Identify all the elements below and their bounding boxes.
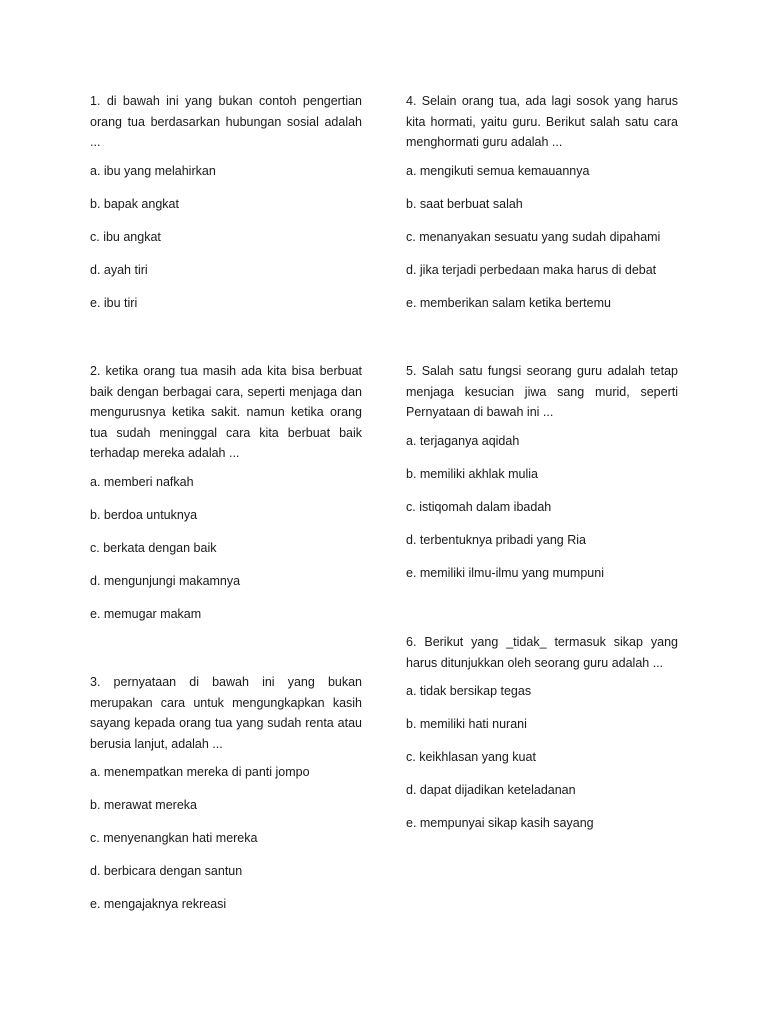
question-3	[90, 672, 362, 929]
option-e: e. memberikan salam ketika bertemu	[406, 295, 611, 310]
option-c: c. berkata dengan baik	[90, 540, 217, 555]
question-1	[90, 91, 362, 328]
option-b: b. bapak angkat	[90, 196, 179, 211]
option-a: a. ibu yang melahirkan	[90, 163, 216, 178]
question-text: 5. Salah satu fungsi seorang guru adalah tetap menjaga kesucian jiwa sang murid, seperti Pernyataan di bawah ini ...	[406, 364, 678, 419]
option-e: e. memiliki ilmu-ilmu yang mumpuni	[406, 565, 604, 580]
option-b: b. merawat mereka	[90, 798, 197, 812]
option-a: a. mengikuti semua kemauannya	[406, 163, 590, 178]
option-e: e. mengajaknya rekreasi	[90, 897, 227, 911]
question-2	[90, 361, 362, 639]
option-b: b. saat berbuat salah	[406, 196, 523, 211]
option-a: a. tidak bersikap tegas	[406, 684, 532, 698]
question-text: 3. pernyataan di bawah ini yang bukan merupakan cara untuk mengungkapkan kasih sayang kepada orang tua yang sudah renta atau berusia lanjut, adalah ...	[90, 675, 362, 751]
option-c: c. ibu angkat	[90, 229, 161, 244]
option-a: a. terjaganya aqidah	[406, 433, 520, 448]
option-b: b. memiliki hati nurani	[406, 717, 527, 731]
question-text: 1. di bawah ini yang bukan contoh pengertian orang tua berdasarkan hubungan sosial adalah ...	[90, 94, 362, 149]
option-d: d. dapat dijadikan keteladanan	[406, 783, 576, 797]
option-c: c. istiqomah dalam ibadah	[406, 499, 552, 514]
option-a: a. menempatkan mereka di panti jompo	[90, 765, 310, 779]
question-6	[406, 632, 678, 848]
option-d: d. jika terjadi perbedaan maka harus di debat	[406, 262, 657, 277]
option-c: c. menanyakan sesuatu yang sudah dipahami	[406, 229, 661, 244]
option-d: d. ayah tiri	[90, 262, 148, 277]
option-b: b. berdoa untuknya	[90, 507, 198, 522]
question-text: 6. Berikut yang _tidak_ termasuk sikap yang harus ditunjukkan oleh seorang guru adalah ...	[406, 635, 678, 670]
option-d: d. mengunjungi makamnya	[90, 573, 241, 588]
option-d: d. terbentuknya pribadi yang Ria	[406, 532, 586, 547]
option-b: b. memiliki akhlak mulia	[406, 466, 538, 481]
question-4	[406, 91, 678, 328]
question-text: 4. Selain orang tua, ada lagi sosok yang harus kita hormati, yaitu guru. Berikut salah satu cara menghormati guru adalah ...	[406, 94, 678, 149]
option-e: e. ibu tiri	[90, 295, 138, 310]
option-d: d. berbicara dengan santun	[90, 864, 243, 878]
question-text: 2. ketika orang tua masih ada kita bisa berbuat baik dengan berbagai cara, seperti menjaga dan mengurusnya ketika sakit. namun ketika orang tua sudah meninggal cara kita berbuat baik terhadap mereka adalah ...	[90, 364, 362, 460]
question-5	[406, 361, 678, 598]
option-e: e. mempunyai sikap kasih sayang	[406, 816, 594, 830]
option-c: c. keikhlasan yang kuat	[406, 750, 536, 764]
option-c: c. menyenangkan hati mereka	[90, 831, 258, 845]
option-a: a. memberi nafkah	[90, 474, 194, 489]
option-e: e. memugar makam	[90, 606, 202, 621]
